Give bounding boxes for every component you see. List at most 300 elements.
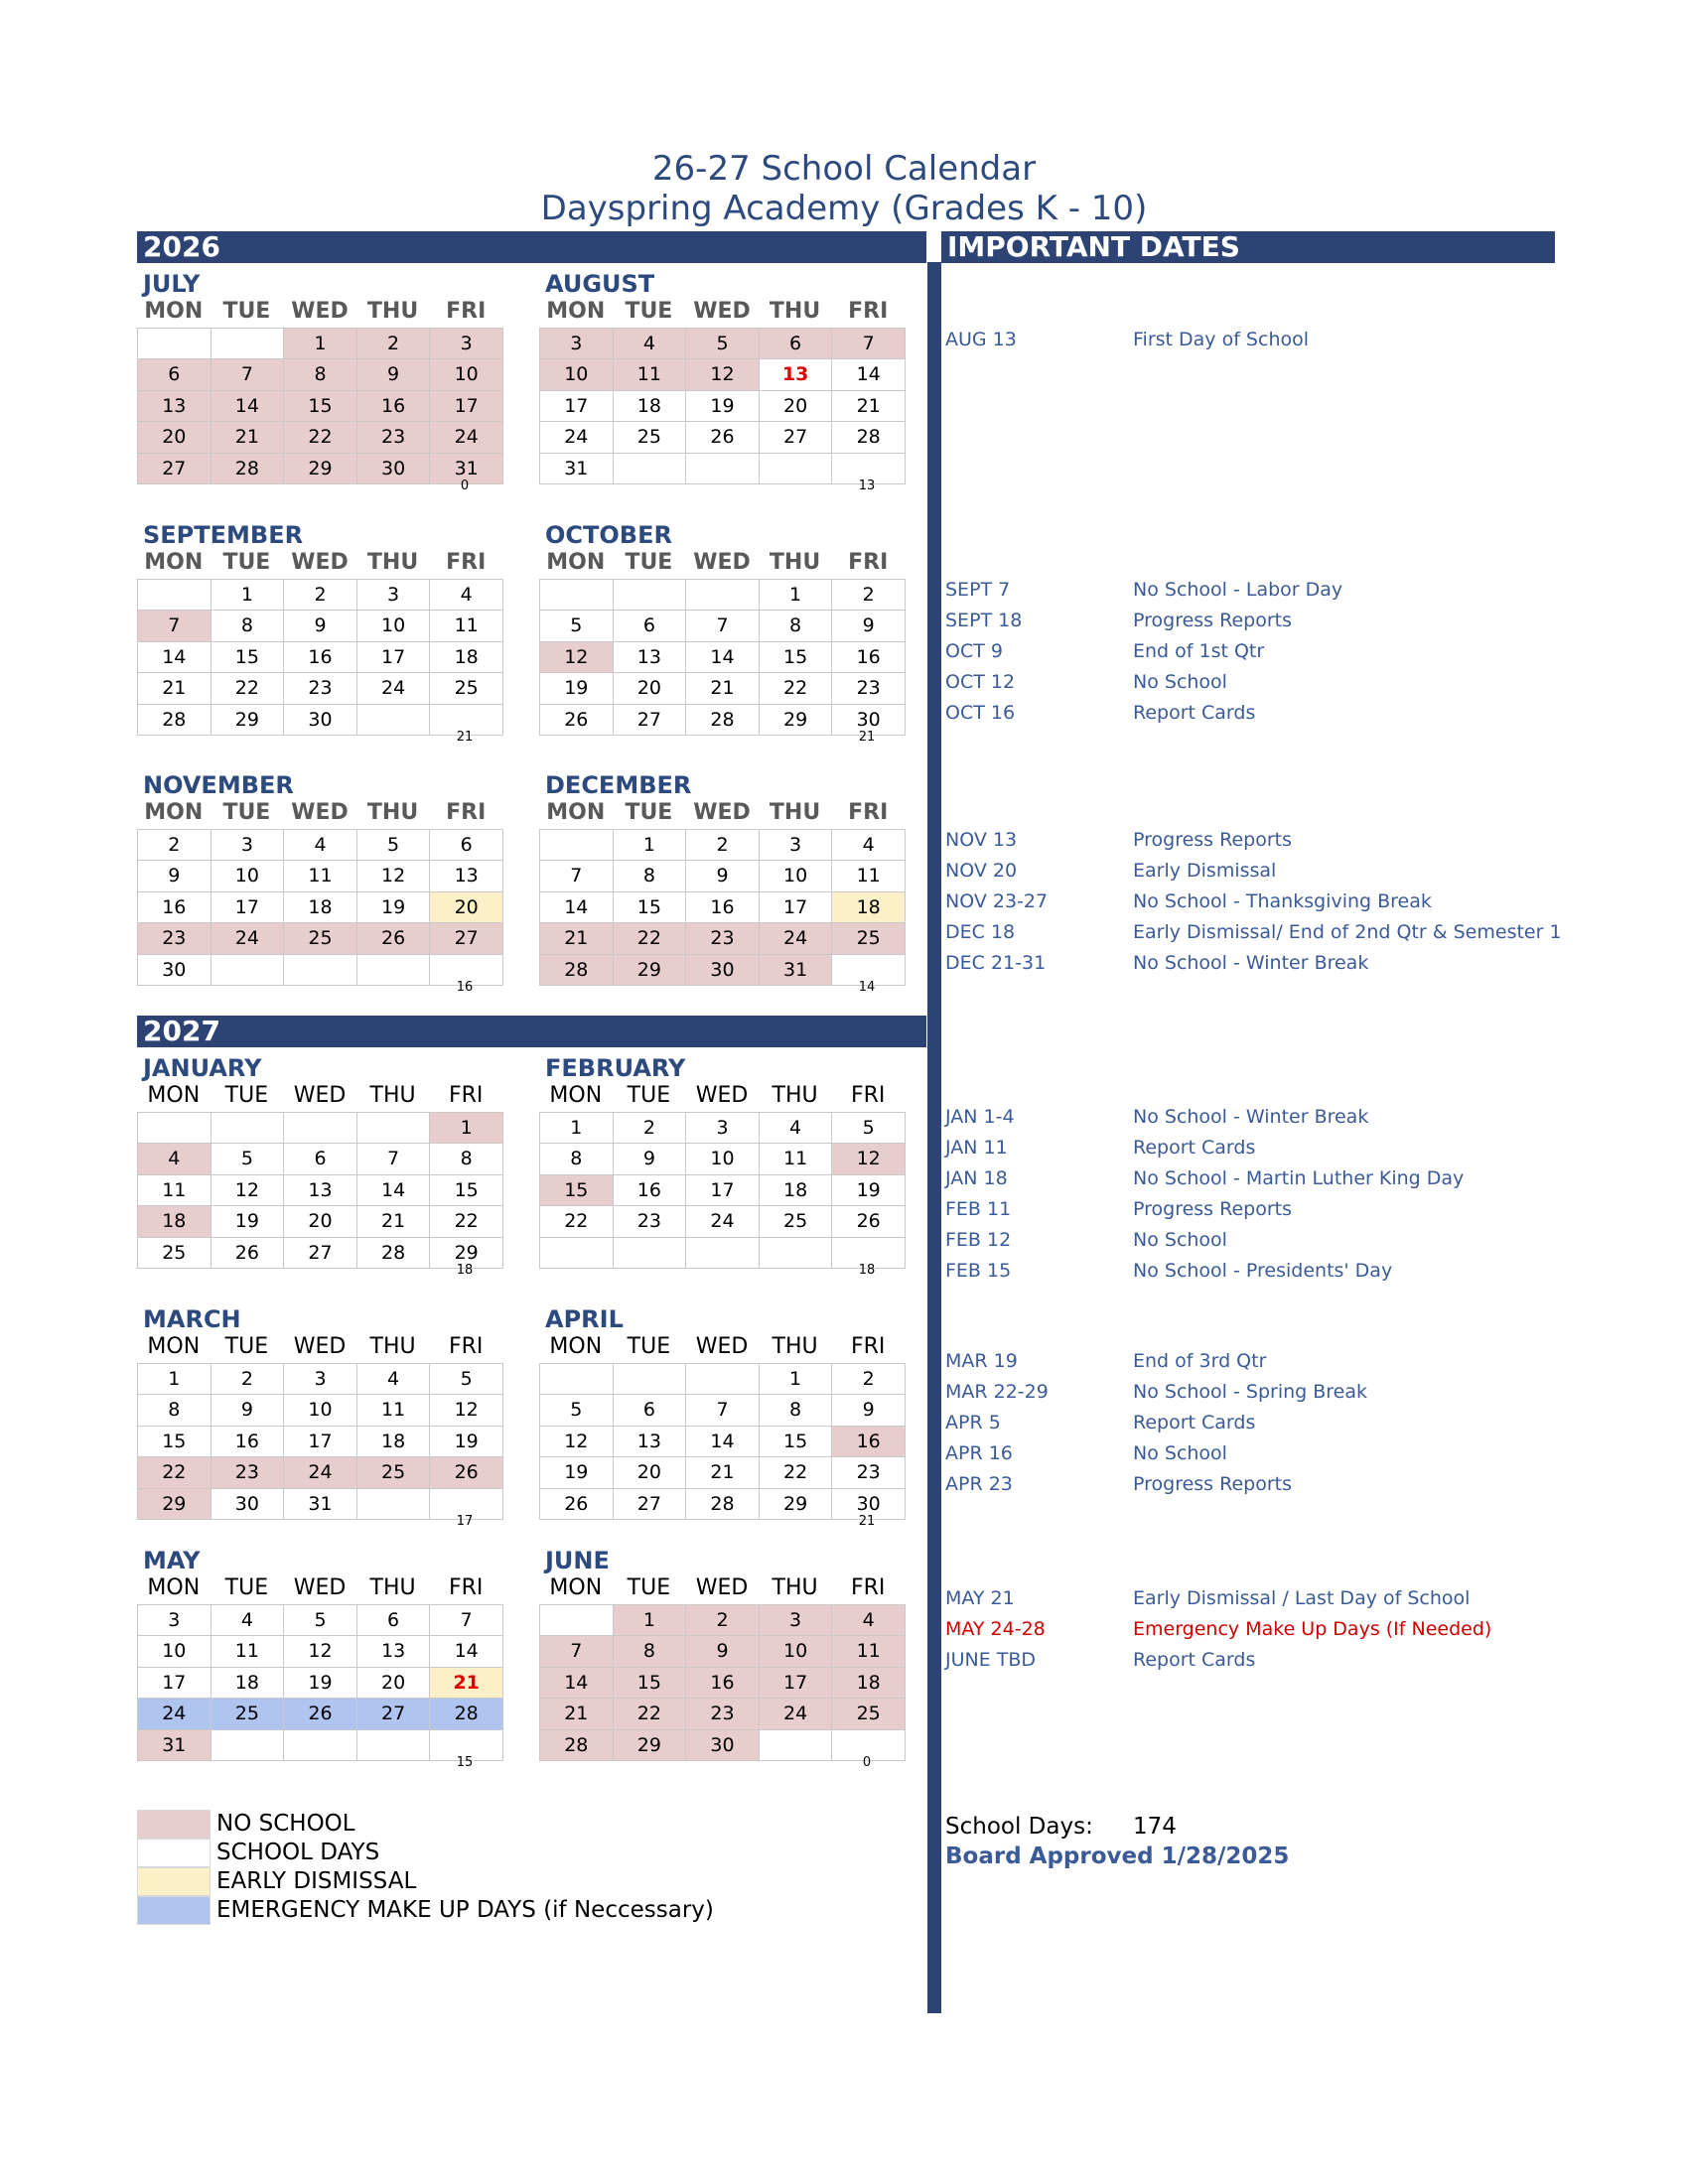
weekday-header: WED bbox=[291, 299, 349, 324]
day-cell: 10 bbox=[760, 1636, 833, 1667]
day-cell: 17 bbox=[760, 1668, 833, 1699]
day-cell bbox=[211, 1113, 285, 1144]
day-cell: 16 bbox=[832, 642, 906, 673]
day-cell: 30 bbox=[686, 955, 760, 986]
day-cell: 26 bbox=[540, 705, 614, 736]
day-cell: 7 bbox=[686, 611, 760, 641]
day-cell: 19 bbox=[430, 1427, 503, 1457]
day-cell: 6 bbox=[357, 1605, 431, 1636]
event-date: JAN 1-4 bbox=[945, 1106, 1015, 1128]
event-description: Emergency Make Up Days (If Needed) bbox=[1133, 1618, 1492, 1640]
day-cell: 15 bbox=[614, 892, 687, 923]
day-cell bbox=[357, 955, 431, 986]
event-description: No School - Presidents' Day bbox=[1133, 1260, 1393, 1282]
month-name: SEPTEMBER bbox=[143, 521, 304, 549]
year-2027-bar: 2027 bbox=[137, 1016, 926, 1047]
day-cell: 5 bbox=[211, 1144, 285, 1174]
day-cell: 6 bbox=[614, 611, 687, 641]
day-cell: 7 bbox=[540, 861, 614, 891]
event-date: FEB 15 bbox=[945, 1260, 1012, 1282]
day-cell: 9 bbox=[357, 359, 431, 390]
school-day-count: 0 bbox=[862, 1755, 872, 1770]
day-cell: 11 bbox=[357, 1395, 431, 1426]
day-cell: 11 bbox=[138, 1175, 211, 1206]
weekday-header: MON bbox=[144, 800, 204, 825]
day-cell: 1 bbox=[430, 1113, 503, 1144]
day-cell: 5 bbox=[284, 1605, 357, 1636]
day-cell bbox=[686, 454, 760, 484]
day-cell bbox=[284, 1113, 357, 1144]
day-cell: 28 bbox=[430, 1699, 503, 1729]
day-cell: 21 bbox=[832, 391, 906, 422]
day-cell: 12 bbox=[211, 1175, 285, 1206]
weekday-header: TUE bbox=[625, 800, 673, 825]
month-name: JANUARY bbox=[143, 1054, 262, 1082]
day-cell: 3 bbox=[430, 329, 503, 359]
day-cell: 16 bbox=[686, 1668, 760, 1699]
day-cell: 1 bbox=[540, 1113, 614, 1144]
day-cell: 31 bbox=[540, 454, 614, 484]
day-cell bbox=[357, 705, 431, 736]
day-cell: 3 bbox=[540, 329, 614, 359]
school-day-count: 21 bbox=[858, 730, 876, 745]
day-cell: 30 bbox=[832, 1489, 906, 1520]
day-cell: 12 bbox=[284, 1636, 357, 1667]
event-description: Early Dismissal bbox=[1133, 860, 1277, 882]
event-date: APR 5 bbox=[945, 1412, 1001, 1433]
weekday-header: FRI bbox=[446, 299, 487, 324]
event-date: SEPT 7 bbox=[945, 579, 1011, 601]
day-cell: 3 bbox=[760, 830, 833, 861]
weekday-header: MON bbox=[546, 299, 606, 324]
board-approved: Board Approved 1/28/2025 bbox=[945, 1843, 1290, 1869]
day-cell: 24 bbox=[540, 422, 614, 453]
day-cell: 17 bbox=[357, 642, 431, 673]
school-day-count: 16 bbox=[456, 980, 474, 995]
day-cell: 18 bbox=[832, 1668, 906, 1699]
event-description: No School bbox=[1133, 1442, 1227, 1464]
day-cell: 25 bbox=[138, 1238, 211, 1269]
day-cell: 16 bbox=[614, 1175, 687, 1206]
day-cell: 12 bbox=[686, 359, 760, 390]
day-cell: 20 bbox=[357, 1668, 431, 1699]
day-cell: 7 bbox=[211, 359, 285, 390]
day-cell bbox=[540, 1238, 614, 1269]
day-cell bbox=[614, 1364, 687, 1395]
event-date: OCT 12 bbox=[945, 671, 1016, 693]
day-cell bbox=[138, 329, 211, 359]
day-cell: 2 bbox=[686, 1605, 760, 1636]
day-cell: 6 bbox=[430, 830, 503, 861]
day-cell: 20 bbox=[138, 422, 211, 453]
day-cell: 13 bbox=[138, 391, 211, 422]
event-description: Report Cards bbox=[1133, 1137, 1256, 1159]
day-cell: 7 bbox=[832, 329, 906, 359]
day-cell: 24 bbox=[430, 422, 503, 453]
month-name: APRIL bbox=[545, 1305, 624, 1333]
weekday-header: WED bbox=[693, 800, 751, 825]
weekday-header: MON bbox=[147, 1083, 201, 1108]
weekday-header: FRI bbox=[848, 800, 889, 825]
weekday-header: MON bbox=[546, 550, 606, 575]
day-cell: 4 bbox=[614, 329, 687, 359]
month-name: JULY bbox=[143, 270, 201, 298]
day-cell: 31 bbox=[284, 1489, 357, 1520]
weekday-header: TUE bbox=[625, 550, 673, 575]
weekday-header: WED bbox=[695, 1334, 749, 1359]
month-name: MARCH bbox=[143, 1305, 241, 1333]
day-cell: 23 bbox=[357, 422, 431, 453]
day-cell: 11 bbox=[284, 861, 357, 891]
day-cell: 20 bbox=[614, 1457, 687, 1488]
day-cell: 14 bbox=[138, 642, 211, 673]
important-dates-bar: IMPORTANT DATES bbox=[941, 231, 1555, 263]
day-cell: 25 bbox=[760, 1206, 833, 1237]
day-cell: 23 bbox=[686, 923, 760, 954]
weekday-header: MON bbox=[549, 1334, 603, 1359]
day-cell: 12 bbox=[832, 1144, 906, 1174]
event-date: JAN 11 bbox=[945, 1137, 1008, 1159]
weekday-header: THU bbox=[369, 1575, 416, 1600]
school-day-count: 18 bbox=[858, 1263, 876, 1278]
legend-label: EMERGENCY MAKE UP DAYS (if Neccessary) bbox=[216, 1897, 714, 1923]
day-cell: 28 bbox=[357, 1238, 431, 1269]
day-cell: 1 bbox=[138, 1364, 211, 1395]
day-cell: 10 bbox=[760, 861, 833, 891]
day-cell: 9 bbox=[832, 611, 906, 641]
day-cell: 21 bbox=[540, 923, 614, 954]
month-name: AUGUST bbox=[545, 270, 655, 298]
event-date: NOV 23-27 bbox=[945, 890, 1049, 912]
month-name: OCTOBER bbox=[545, 521, 672, 549]
day-cell: 3 bbox=[284, 1364, 357, 1395]
weekday-header: MON bbox=[147, 1575, 201, 1600]
day-cell: 23 bbox=[138, 923, 211, 954]
divider-bar bbox=[927, 262, 941, 2013]
day-cell: 28 bbox=[540, 1730, 614, 1761]
day-cell: 3 bbox=[760, 1605, 833, 1636]
day-cell: 30 bbox=[686, 1730, 760, 1761]
legend-swatch bbox=[137, 1867, 211, 1896]
event-date: OCT 16 bbox=[945, 702, 1016, 724]
day-cell: 15 bbox=[284, 391, 357, 422]
day-cell: 27 bbox=[357, 1699, 431, 1729]
day-cell: 20 bbox=[284, 1206, 357, 1237]
day-cell: 4 bbox=[284, 830, 357, 861]
day-cell: 21 bbox=[138, 673, 211, 704]
day-cell: 16 bbox=[211, 1427, 285, 1457]
day-cell: 10 bbox=[284, 1395, 357, 1426]
day-cell: 12 bbox=[540, 642, 614, 673]
event-date: SEPT 18 bbox=[945, 610, 1023, 631]
day-cell: 16 bbox=[138, 892, 211, 923]
day-cell: 7 bbox=[357, 1144, 431, 1174]
day-cell: 15 bbox=[138, 1427, 211, 1457]
weekday-header: FRI bbox=[446, 550, 487, 575]
day-cell: 30 bbox=[284, 705, 357, 736]
day-cell bbox=[760, 454, 833, 484]
day-cell: 14 bbox=[357, 1175, 431, 1206]
day-cell: 15 bbox=[760, 1427, 833, 1457]
day-cell: 31 bbox=[760, 955, 833, 986]
day-cell: 8 bbox=[614, 861, 687, 891]
day-cell bbox=[357, 1113, 431, 1144]
event-date: JAN 18 bbox=[945, 1167, 1008, 1189]
day-cell: 24 bbox=[357, 673, 431, 704]
event-date: APR 23 bbox=[945, 1473, 1013, 1495]
day-cell: 18 bbox=[138, 1206, 211, 1237]
calendar-title: 26-27 School Calendar bbox=[651, 149, 1037, 189]
day-cell: 2 bbox=[284, 580, 357, 611]
day-cell: 10 bbox=[686, 1144, 760, 1174]
day-cell: 3 bbox=[686, 1113, 760, 1144]
day-cell: 10 bbox=[430, 359, 503, 390]
day-cell: 26 bbox=[686, 422, 760, 453]
day-cell: 2 bbox=[614, 1113, 687, 1144]
day-cell: 17 bbox=[760, 892, 833, 923]
day-cell: 31 bbox=[430, 454, 503, 484]
day-cell: 1 bbox=[614, 1605, 687, 1636]
weekday-header: THU bbox=[772, 1083, 818, 1108]
weekday-header: WED bbox=[293, 1334, 347, 1359]
day-cell: 8 bbox=[138, 1395, 211, 1426]
day-cell: 21 bbox=[211, 422, 285, 453]
day-cell: 18 bbox=[614, 391, 687, 422]
event-description: No School - Labor Day bbox=[1133, 579, 1343, 601]
weekday-header: THU bbox=[366, 800, 419, 825]
day-cell: 25 bbox=[832, 1699, 906, 1729]
day-cell: 12 bbox=[540, 1427, 614, 1457]
month-name: NOVEMBER bbox=[143, 771, 294, 799]
day-cell: 12 bbox=[357, 861, 431, 891]
day-cell: 20 bbox=[430, 892, 503, 923]
event-date: NOV 20 bbox=[945, 860, 1018, 882]
day-cell: 4 bbox=[760, 1113, 833, 1144]
weekday-header: FRI bbox=[448, 1334, 484, 1359]
day-cell: 11 bbox=[430, 611, 503, 641]
day-cell: 9 bbox=[614, 1144, 687, 1174]
day-cell bbox=[284, 1730, 357, 1761]
day-cell: 19 bbox=[686, 391, 760, 422]
day-cell: 28 bbox=[211, 454, 285, 484]
legend-label: SCHOOL DAYS bbox=[216, 1840, 380, 1865]
day-cell: 8 bbox=[430, 1144, 503, 1174]
weekday-header: TUE bbox=[224, 1083, 269, 1108]
day-cell bbox=[211, 329, 285, 359]
day-cell: 18 bbox=[211, 1668, 285, 1699]
day-cell bbox=[540, 1364, 614, 1395]
day-cell: 1 bbox=[760, 1364, 833, 1395]
weekday-header: MON bbox=[549, 1575, 603, 1600]
day-cell: 14 bbox=[686, 642, 760, 673]
day-cell: 5 bbox=[832, 1113, 906, 1144]
weekday-header: THU bbox=[772, 1575, 818, 1600]
month-name: JUNE bbox=[545, 1547, 610, 1574]
weekday-header: THU bbox=[772, 1334, 818, 1359]
day-cell: 24 bbox=[211, 923, 285, 954]
event-description: Progress Reports bbox=[1133, 1198, 1293, 1220]
day-cell: 2 bbox=[211, 1364, 285, 1395]
weekday-header: FRI bbox=[848, 299, 889, 324]
day-cell: 15 bbox=[540, 1175, 614, 1206]
day-cell: 2 bbox=[832, 1364, 906, 1395]
day-cell: 4 bbox=[832, 1605, 906, 1636]
day-cell: 27 bbox=[614, 1489, 687, 1520]
day-cell: 25 bbox=[284, 923, 357, 954]
day-cell: 30 bbox=[357, 454, 431, 484]
day-cell: 19 bbox=[357, 892, 431, 923]
day-cell: 15 bbox=[760, 642, 833, 673]
day-cell: 16 bbox=[357, 391, 431, 422]
event-description: End of 3rd Qtr bbox=[1133, 1350, 1267, 1372]
weekday-header: FRI bbox=[848, 550, 889, 575]
event-description: No School - Thanksgiving Break bbox=[1133, 890, 1432, 912]
school-day-count: 17 bbox=[456, 1514, 474, 1529]
school-day-count: 21 bbox=[456, 730, 474, 745]
event-description: Progress Reports bbox=[1133, 610, 1293, 631]
day-cell: 11 bbox=[832, 861, 906, 891]
legend-swatch bbox=[137, 1839, 211, 1867]
day-cell: 6 bbox=[284, 1144, 357, 1174]
event-description: First Day of School bbox=[1133, 329, 1310, 350]
day-cell: 5 bbox=[357, 830, 431, 861]
weekday-header: TUE bbox=[627, 1575, 671, 1600]
weekday-header: FRI bbox=[448, 1083, 484, 1108]
legend-swatch bbox=[137, 1810, 211, 1839]
weekday-header: FRI bbox=[850, 1083, 886, 1108]
day-cell: 17 bbox=[138, 1668, 211, 1699]
weekday-header: THU bbox=[769, 800, 821, 825]
event-date: JUNE TBD bbox=[945, 1649, 1037, 1671]
day-cell: 18 bbox=[430, 642, 503, 673]
day-cell: 24 bbox=[686, 1206, 760, 1237]
day-cell: 10 bbox=[211, 861, 285, 891]
weekday-header: TUE bbox=[222, 299, 271, 324]
day-cell: 17 bbox=[211, 892, 285, 923]
day-cell: 6 bbox=[614, 1395, 687, 1426]
school-name: Dayspring Academy (Grades K - 10) bbox=[540, 189, 1148, 228]
day-cell: 22 bbox=[540, 1206, 614, 1237]
day-cell: 3 bbox=[357, 580, 431, 611]
weekday-header: TUE bbox=[222, 550, 271, 575]
event-date: MAY 21 bbox=[945, 1587, 1015, 1609]
event-description: No School bbox=[1133, 671, 1227, 693]
day-cell: 25 bbox=[614, 422, 687, 453]
day-cell: 29 bbox=[614, 1730, 687, 1761]
day-cell: 26 bbox=[832, 1206, 906, 1237]
weekday-header: MON bbox=[549, 1083, 603, 1108]
day-cell bbox=[211, 955, 285, 986]
event-date: MAR 19 bbox=[945, 1350, 1018, 1372]
day-cell: 31 bbox=[138, 1730, 211, 1761]
weekday-header: THU bbox=[366, 299, 419, 324]
day-cell: 9 bbox=[211, 1395, 285, 1426]
day-cell: 28 bbox=[686, 705, 760, 736]
day-cell bbox=[686, 580, 760, 611]
day-cell: 29 bbox=[760, 705, 833, 736]
day-cell: 19 bbox=[540, 673, 614, 704]
day-cell bbox=[211, 1730, 285, 1761]
day-cell: 25 bbox=[430, 673, 503, 704]
day-cell: 29 bbox=[211, 705, 285, 736]
day-cell bbox=[138, 1113, 211, 1144]
event-date: DEC 21-31 bbox=[945, 952, 1047, 974]
day-cell: 9 bbox=[686, 1636, 760, 1667]
day-cell: 20 bbox=[760, 391, 833, 422]
day-cell: 13 bbox=[614, 1427, 687, 1457]
day-cell: 30 bbox=[138, 955, 211, 986]
weekday-header: FRI bbox=[446, 800, 487, 825]
day-cell: 13 bbox=[430, 861, 503, 891]
day-cell: 26 bbox=[430, 1457, 503, 1488]
weekday-header: WED bbox=[693, 550, 751, 575]
day-cell: 3 bbox=[138, 1605, 211, 1636]
day-cell: 8 bbox=[284, 359, 357, 390]
day-cell bbox=[614, 454, 687, 484]
day-cell: 6 bbox=[760, 329, 833, 359]
day-cell: 26 bbox=[357, 923, 431, 954]
legend-label: EARLY DISMISSAL bbox=[216, 1868, 417, 1894]
day-cell: 29 bbox=[138, 1489, 211, 1520]
day-cell: 17 bbox=[284, 1427, 357, 1457]
event-description: End of 1st Qtr bbox=[1133, 640, 1265, 662]
day-cell: 13 bbox=[760, 359, 833, 390]
day-cell: 6 bbox=[138, 359, 211, 390]
day-cell: 5 bbox=[540, 1395, 614, 1426]
weekday-header: WED bbox=[695, 1575, 749, 1600]
weekday-header: TUE bbox=[224, 1575, 269, 1600]
day-cell: 14 bbox=[211, 391, 285, 422]
day-cell: 21 bbox=[357, 1206, 431, 1237]
day-cell bbox=[540, 830, 614, 861]
day-cell: 9 bbox=[686, 861, 760, 891]
day-cell: 10 bbox=[540, 359, 614, 390]
day-cell: 15 bbox=[614, 1668, 687, 1699]
day-cell: 28 bbox=[832, 422, 906, 453]
weekday-header: TUE bbox=[627, 1334, 671, 1359]
day-cell: 16 bbox=[832, 1427, 906, 1457]
day-cell: 24 bbox=[760, 923, 833, 954]
day-cell: 24 bbox=[138, 1699, 211, 1729]
day-cell bbox=[686, 1238, 760, 1269]
day-cell: 14 bbox=[540, 892, 614, 923]
event-description: Progress Reports bbox=[1133, 1473, 1293, 1495]
day-cell: 4 bbox=[357, 1364, 431, 1395]
day-cell: 9 bbox=[832, 1395, 906, 1426]
day-cell: 5 bbox=[430, 1364, 503, 1395]
day-cell: 26 bbox=[211, 1238, 285, 1269]
day-cell bbox=[540, 1605, 614, 1636]
day-cell: 11 bbox=[760, 1144, 833, 1174]
day-cell: 15 bbox=[430, 1175, 503, 1206]
weekday-header: THU bbox=[769, 550, 821, 575]
day-cell: 7 bbox=[138, 611, 211, 641]
weekday-header: WED bbox=[695, 1083, 749, 1108]
day-cell: 2 bbox=[357, 329, 431, 359]
day-cell: 25 bbox=[211, 1699, 285, 1729]
day-cell: 21 bbox=[686, 673, 760, 704]
day-cell: 26 bbox=[540, 1489, 614, 1520]
month-name: MAY bbox=[143, 1547, 201, 1574]
event-description: No School - Martin Luther King Day bbox=[1133, 1167, 1465, 1189]
day-cell: 22 bbox=[138, 1457, 211, 1488]
day-cell: 10 bbox=[138, 1636, 211, 1667]
day-cell: 13 bbox=[614, 642, 687, 673]
day-cell: 29 bbox=[614, 955, 687, 986]
day-cell: 1 bbox=[284, 329, 357, 359]
day-cell: 19 bbox=[540, 1457, 614, 1488]
day-cell: 8 bbox=[211, 611, 285, 641]
